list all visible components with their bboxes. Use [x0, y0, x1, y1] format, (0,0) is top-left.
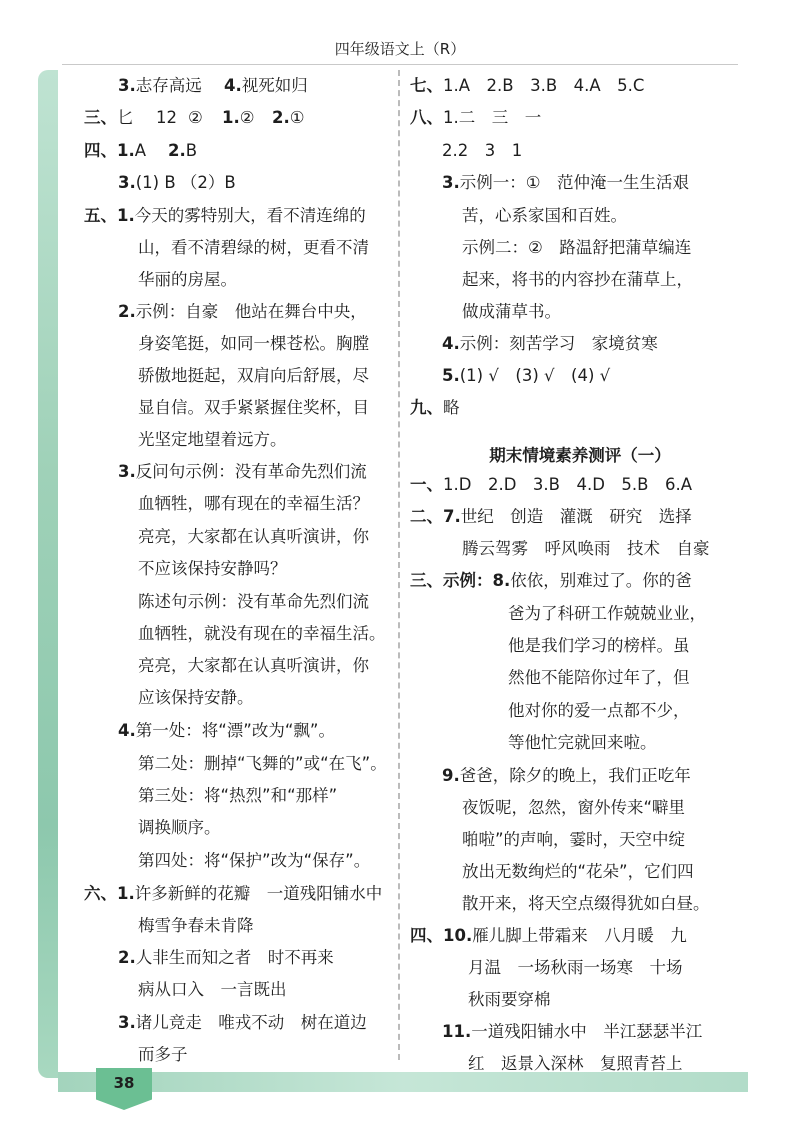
answer-text: 做成蒲草书。 — [462, 302, 561, 321]
answer-text: 陈述句示例：没有革命先烈们流 — [138, 592, 369, 611]
answer-text: 四、10.雁儿脚上带霜来 八月暖 九 — [410, 926, 687, 945]
answer-marker: 3.志存高远 — [118, 76, 202, 95]
answer-text: 4.第一处：将“漂”改为“飘”。 — [118, 721, 335, 740]
answer-text: 放出无数绚烂的“花朵”，它们四 — [462, 862, 694, 881]
answer-text: 2.① — [272, 108, 305, 127]
answer-text: 血牺牲，哪有现在的幸福生活？ — [138, 494, 369, 513]
answer-text: 红 返景入深林 复照青苔上 — [468, 1054, 683, 1073]
answer-text: 三、匕 — [84, 108, 134, 127]
answer-text: 9.爸爸，除夕的晚上，我们正吃年 — [442, 766, 691, 785]
answer-text: 华丽的房屋。 — [138, 270, 237, 289]
answer-text: 亮亮，大家都在认真听演讲，你 — [138, 656, 369, 675]
answer-text: 11.一道残阳铺水中 半江瑟瑟半江 — [442, 1022, 703, 1041]
answer-text: 秋雨要穿棉 — [468, 990, 551, 1009]
answer-text: 2.2 3 1 — [442, 141, 523, 160]
answer-text: 3.示例一：① 范仲淹一生生活艰 — [442, 173, 690, 192]
answer-text: 苦，心系家国和百姓。 — [462, 206, 627, 225]
answer-text: 应该保持安静。 — [138, 688, 254, 707]
header-rule — [62, 64, 738, 65]
answer-text: 三、示例：8.依依，别难过了。你的爸 — [410, 571, 692, 590]
answer-text: 四、1.A — [84, 141, 147, 160]
answer-text: 五、1.今天的雾特别大，看不清连绵的 — [84, 206, 366, 225]
answer-text: 六、1.许多新鲜的花瓣 一道残阳铺水中 — [84, 884, 383, 903]
answer-text: 梅雪争春未肯降 — [138, 916, 254, 935]
answer-text: 骄傲地挺起，双肩向后舒展，尽 — [138, 366, 369, 385]
section-title: 期末情境素养测评（一） — [489, 446, 671, 465]
answer-text: 血牺牲，就没有现在的幸福生活。 — [138, 624, 386, 643]
answer-text: 3.(1) B （2）B — [118, 173, 236, 192]
answer-text: 八、1.二 三 一 — [410, 108, 542, 127]
answer-text: 4.示例：刻苦学习 家境贫寒 — [442, 334, 658, 353]
answer-text: 七、1.A 2.B 3.B 4.A 5.C — [410, 76, 645, 95]
answer-text: 亮亮，大家都在认真听演讲，你 — [138, 527, 369, 546]
page-title: 四年级语文上（R） — [334, 40, 466, 58]
answer-text: 1.② — [222, 108, 255, 127]
answer-text: 爸为了科研工作兢兢业业， — [508, 604, 706, 623]
answer-text: 示例二：② 路温舒把蒲草编连 — [462, 238, 692, 257]
answer-text: 调换顺序。 — [138, 818, 221, 837]
answer-text: 然他不能陪你过年了，但 — [508, 668, 690, 687]
answer-text: 病从口入 一言既出 — [138, 980, 287, 999]
answer-text: 一、1.D 2.D 3.B 4.D 5.B 6.A — [410, 475, 692, 494]
answer-text: 12 — [156, 108, 177, 127]
answer-text: 第二处：删掉“飞舞的”或“在飞”。 — [138, 754, 387, 773]
answer-text: 夜饭呢，忽然，窗外传来“噼里 — [462, 798, 686, 817]
answer-text: 3.反问句示例：没有革命先烈们流 — [118, 462, 367, 481]
answer-text: 2.B — [168, 141, 198, 160]
answer-text: 九、略 — [410, 398, 460, 417]
answer-text: 2.示例：自豪 他站在舞台中央， — [118, 302, 367, 321]
answer-text: 5.(1) √ (3) √ (4) √ — [442, 366, 611, 385]
answer-text: 他对你的爱一点都不少， — [508, 701, 690, 720]
answer-text: 光坚定地望着远方。 — [138, 430, 287, 449]
answer-text: ② — [188, 108, 203, 127]
answer-text: 起来，将书的内容抄在蒲草上， — [462, 270, 693, 289]
answer-text: 散开来，将天空点缀得犹如白昼。 — [462, 894, 710, 913]
bottom-green-band — [58, 1072, 748, 1092]
page-number: 38 — [113, 1074, 135, 1092]
column-divider — [398, 70, 400, 1060]
answer-text: 二、7.世纪 创造 灌溉 研究 选择 — [410, 507, 692, 526]
answer-text: 而多子 — [138, 1045, 188, 1064]
answer-text: 显自信。双手紧紧握住奖杯，目 — [138, 398, 369, 417]
answer-text: 山，看不清碧绿的树，更看不清 — [138, 238, 369, 257]
left-green-strip — [38, 70, 58, 1078]
answer-text: 第四处：将“保护”改为“保存”。 — [138, 851, 371, 870]
answer-text: 身姿笔挺，如同一棵苍松。胸膛 — [138, 334, 369, 353]
answer-marker: 4.视死如归 — [224, 76, 308, 95]
answer-text: 月温 一场秋雨一场寒 十场 — [468, 958, 683, 977]
answer-text: 第三处：将“热烈”和“那样” — [138, 786, 338, 805]
answer-text: 他是我们学习的榜样。虽 — [508, 636, 690, 655]
answer-text: 等他忙完就回来啦。 — [508, 733, 657, 752]
answer-text: 啪啦”的声响，霎时，天空中绽 — [462, 830, 686, 849]
answer-text: 2.人非生而知之者 时不再来 — [118, 948, 334, 967]
answer-text: 3.诸儿竞走 唯戎不动 树在道边 — [118, 1013, 367, 1032]
answer-text: 腾云驾雾 呼风唤雨 技术 自豪 — [462, 539, 710, 558]
answer-text: 不应该保持安静吗？ — [138, 559, 287, 578]
